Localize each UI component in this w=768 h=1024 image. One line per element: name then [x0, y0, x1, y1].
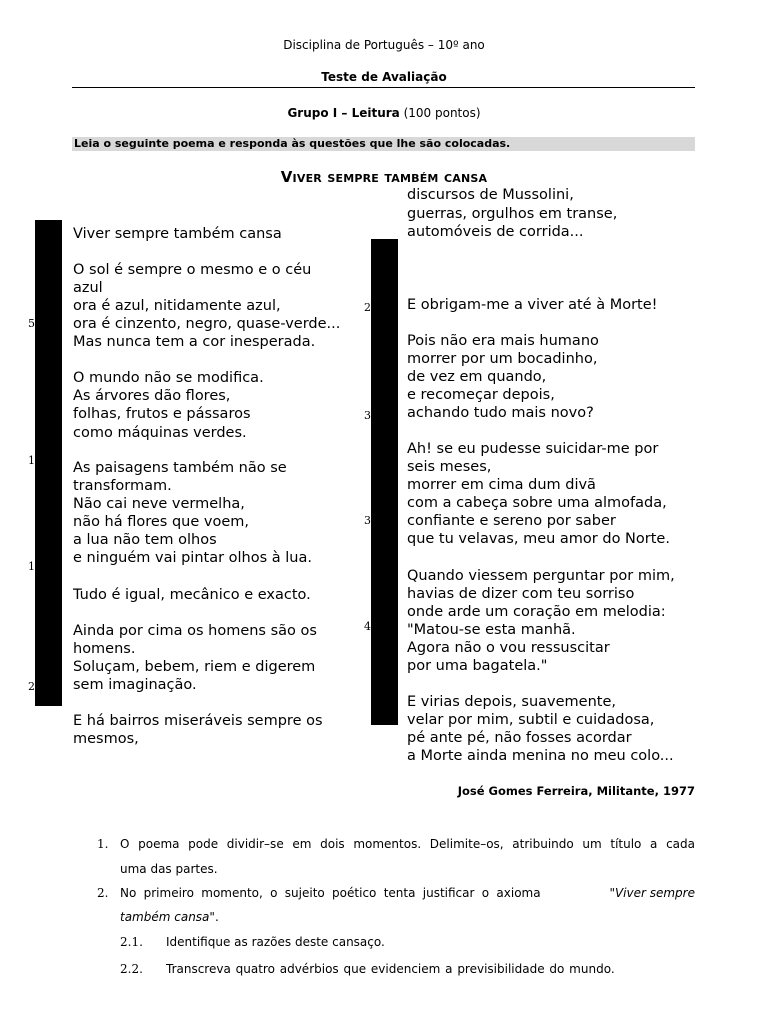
poem-line: As árvores dão flores,: [73, 388, 231, 404]
question-number: 1.: [97, 837, 109, 851]
poem-line: Ah! se eu pudesse suicidar-me por: [407, 441, 659, 457]
line-number: 3: [364, 409, 371, 422]
group-points: (100 pontos): [399, 106, 481, 120]
line-number: 1: [28, 560, 35, 573]
discipline-heading: Disciplina de Português – 10º ano: [283, 38, 485, 52]
question-text-part: .: [214, 910, 219, 924]
poem-line: As paisagens também não se: [73, 460, 287, 476]
poem-source: José Gomes Ferreira, Militante, 1977: [457, 784, 695, 798]
poem-line: Tudo é igual, mecânico e exacto.: [73, 587, 311, 603]
instruction-banner: Leia o seguinte poema e responda às questões que lhe são colocadas.: [72, 137, 695, 151]
poem-line: de vez em quando,: [407, 369, 547, 385]
poem-line: O sol é sempre o mesmo e o céu: [73, 262, 312, 278]
poem-line: morrer em cima dum divã: [407, 477, 596, 493]
question-number: 2.: [97, 886, 109, 900]
poem-line: morrer por um bocadinho,: [407, 351, 598, 367]
poem-line: pé ante pé, não fosses acordar: [407, 730, 632, 746]
poem-line: Pois não era mais humano: [407, 333, 599, 349]
poem-line: Ainda por cima os homens são os: [73, 623, 317, 639]
question-text: Transcreva quatro advérbios que evidenciem a previsibilidade do mundo.: [166, 962, 615, 976]
poem-line: onde arde um coração em melodia:: [407, 604, 666, 620]
poem-line: que tu velavas, meu amor do Norte.: [407, 531, 670, 547]
left-margin-bar: [35, 220, 62, 706]
header-divider: [72, 87, 695, 88]
line-number: 3: [364, 514, 371, 527]
poem-line: Soluçam, bebem, riem e digerem: [73, 659, 316, 675]
poem-line: sem imaginação.: [73, 677, 197, 693]
poem-line: ora é cinzento, negro, quase-verde...: [73, 316, 341, 332]
poem-line: confiante e sereno por saber: [407, 513, 616, 529]
poem-line: por uma bagatela.": [407, 658, 548, 674]
question-text-part: No primeiro momento, o sujeito poético tenta justificar o axioma: [120, 886, 541, 900]
poem-line: como máquinas verdes.: [73, 425, 247, 441]
quoted-axiom: também cansa": [120, 910, 215, 924]
poem-line: transformam.: [73, 478, 172, 494]
poem-line: automóveis de corrida...: [407, 224, 584, 240]
poem-line: com a cabeça sobre uma almofada,: [407, 495, 667, 511]
poem-line: a lua não tem olhos: [73, 532, 217, 548]
poem-line: "Matou-se esta manhã.: [407, 622, 576, 638]
poem-line: Viver sempre também cansa: [73, 226, 282, 242]
poem-line: azul: [73, 280, 103, 296]
poem-line: homens.: [73, 641, 136, 657]
poem-line: E virias depois, suavemente,: [407, 694, 617, 710]
question-text: uma das partes.: [120, 862, 218, 876]
poem-title: Viver sempre também cansa: [280, 168, 488, 186]
line-number: 5: [28, 317, 35, 330]
question-text: Identifique as razões deste cansaço.: [166, 935, 385, 949]
line-number: 2: [28, 680, 35, 693]
poem-line: seis meses,: [407, 459, 492, 475]
question-text: [120, 910, 219, 925]
poem-line: ora é azul, nitidamente azul,: [73, 298, 281, 314]
group-heading: [0, 106, 768, 120]
poem-line: E obrigam-me a viver até à Morte!: [407, 297, 658, 313]
question-text: [120, 886, 695, 901]
poem-line: e recomeçar depois,: [407, 387, 555, 403]
poem-line: e ninguém vai pintar olhos à lua.: [73, 550, 312, 566]
poem-line: Não cai neve vermelha,: [73, 496, 245, 512]
poem-line: velar por mim, subtil e cuidadosa,: [407, 712, 655, 728]
poem-line: a Morte ainda menina no meu colo...: [407, 748, 674, 764]
question-number: 2.2.: [120, 962, 143, 976]
group-title: Grupo I – Leitura: [287, 106, 400, 120]
poem-line: achando tudo mais novo?: [407, 405, 594, 421]
poem-line: não há flores que voem,: [73, 514, 250, 530]
poem-line: guerras, orgulhos em transe,: [407, 206, 618, 222]
poem-line: Quando viessem perguntar por mim,: [407, 568, 675, 584]
poem-line: O mundo não se modifica.: [73, 370, 264, 386]
test-title: Teste de Avaliação: [321, 70, 447, 84]
poem-line: Agora não o vou ressuscitar: [407, 640, 610, 656]
line-number: 4: [364, 620, 371, 633]
right-margin-bar: [371, 239, 398, 725]
quoted-axiom: "Viver sempre: [609, 886, 695, 900]
poem-line: discursos de Mussolini,: [407, 187, 574, 203]
poem-line: Mas nunca tem a cor inesperada.: [73, 334, 316, 350]
line-number: 1: [28, 454, 35, 467]
question-text: O poema pode dividir–se em dois momentos. Delimite–os, atribuindo um título a cada: [120, 837, 695, 851]
poem-line: E há bairros miseráveis sempre os: [73, 713, 323, 729]
poem-line: mesmos,: [73, 731, 139, 747]
poem-line: folhas, frutos e pássaros: [73, 406, 251, 422]
poem-line: havias de dizer com teu sorriso: [407, 586, 635, 602]
line-number: 2: [364, 301, 371, 314]
question-number: 2.1.: [120, 935, 143, 949]
